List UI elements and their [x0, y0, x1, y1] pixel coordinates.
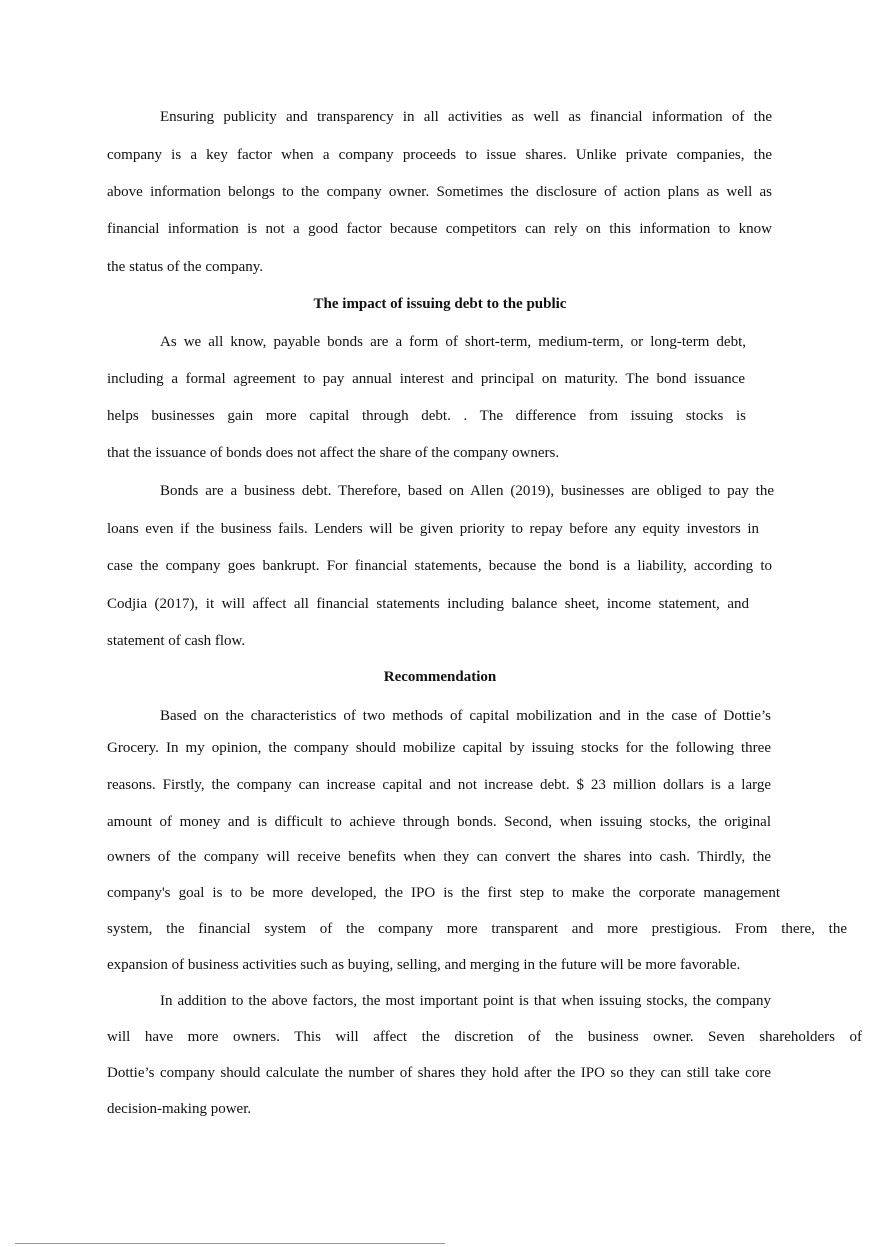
paragraph-4-line: amount of money and is difficult to achieve through bonds. Second, when issuing stocks, the original — [107, 814, 771, 830]
paragraph-1-line: Ensuring publicity and transparency in all activities as well as financial information of the — [160, 109, 772, 125]
paragraph-3-line: Codjia (2017), it will affect all financial statements including balance sheet, income statement, and — [107, 596, 749, 612]
footnote-separator — [15, 1243, 445, 1244]
paragraph-5-line: will have more owners. This will affect the discretion of the business owner. Seven shareholders of — [107, 1029, 862, 1045]
paragraph-1-line: company is a key factor when a company proceeds to issue shares. Unlike private companies, the — [107, 147, 772, 163]
paragraph-5-line: Dottie’s company should calculate the number of shares they hold after the IPO so they can still take core — [107, 1065, 771, 1081]
paragraph-3-line: loans even if the business fails. Lenders will be given priority to repay before any equity investors in — [107, 521, 759, 537]
paragraph-2-line: helps businesses gain more capital through debt. . The difference from issuing stocks is — [107, 408, 746, 424]
paragraph-4-line: system, the financial system of the company more transparent and more prestigious. From there, the — [107, 921, 847, 937]
paragraph-5-line: In addition to the above factors, the most important point is that when issuing stocks, the company — [160, 993, 771, 1009]
paragraph-2-line: including a formal agreement to pay annual interest and principal on maturity. The bond issuance — [107, 371, 745, 387]
paragraph-4-line: Grocery. In my opinion, the company should mobilize capital by issuing stocks for the following three — [107, 740, 771, 756]
paragraph-3-line: statement of cash flow. — [107, 633, 246, 649]
paragraph-1-line: the status of the company. — [107, 259, 264, 275]
section-heading-debt: The impact of issuing debt to the public — [313, 296, 567, 312]
paragraph-4-line: reasons. Firstly, the company can increase capital and not increase debt. $ 23 million dollars is a large — [107, 777, 771, 793]
paragraph-1-line: financial information is not a good factor because competitors can rely on this information to know — [107, 221, 772, 237]
paragraph-4-line: Based on the characteristics of two methods of capital mobilization and in the case of Dottie’s — [160, 708, 771, 724]
section-heading-recommendation: Recommendation — [383, 669, 497, 685]
paragraph-2-line: that the issuance of bonds does not affect the share of the company owners. — [107, 445, 560, 461]
paragraph-4-line: owners of the company will receive benefits when they can convert the shares into cash. Thirdly, the — [107, 849, 771, 865]
paragraph-3-line: Bonds are a business debt. Therefore, based on Allen (2019), businesses are obliged to pay the — [160, 483, 774, 499]
paragraph-5-line: decision-making power. — [107, 1101, 252, 1117]
paragraph-1-line: above information belongs to the company owner. Sometimes the disclosure of action plans as well as — [107, 184, 772, 200]
paragraph-3-line: case the company goes bankrupt. For financial statements, because the bond is a liability, according to — [107, 558, 772, 574]
paragraph-2-line: As we all know, payable bonds are a form of short-term, medium-term, or long-term debt, — [160, 334, 746, 350]
paragraph-4-line: company's goal is to be more developed, the IPO is the first step to make the corporate management — [107, 885, 780, 901]
paragraph-4-line: expansion of business activities such as buying, selling, and merging in the future will be more favorable. — [107, 957, 741, 973]
